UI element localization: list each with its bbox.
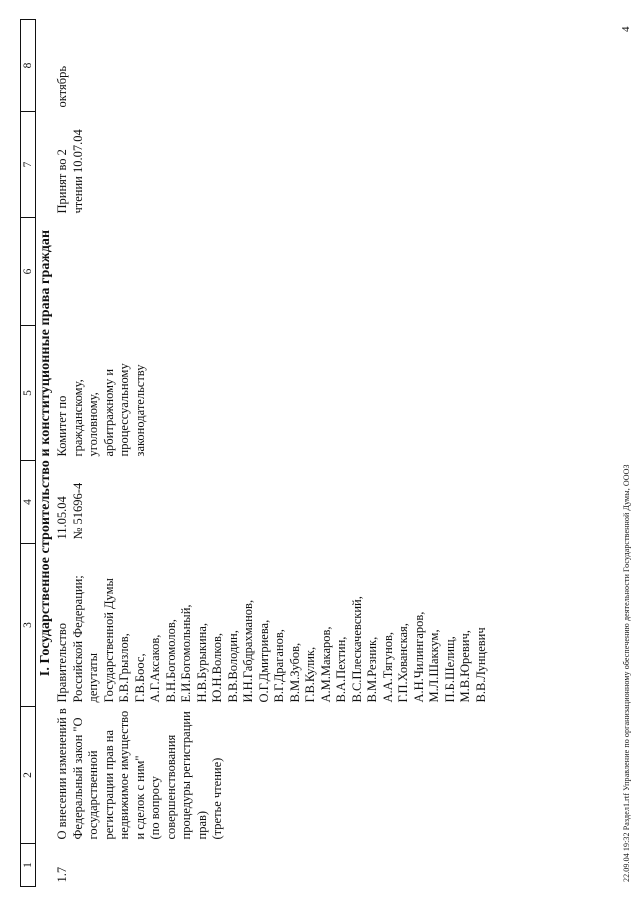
cell-line: В.М.Резник, (365, 636, 379, 703)
cell-line: Правительство (55, 623, 69, 703)
cell-line: (третье чтение) (210, 757, 224, 840)
cell-line: (по вопросу (148, 776, 162, 840)
bill-title (55, 707, 489, 844)
cell-line: Российской Федерации; (70, 575, 85, 703)
cell-line: Федеральный закон "О (70, 717, 85, 840)
column-number: 2 (21, 707, 36, 844)
column-6-cell (55, 218, 489, 326)
cell-line: № 51696-4 (70, 482, 85, 540)
cell-line: Комитет по (55, 395, 69, 457)
reading-status (55, 112, 489, 218)
cell-line: гражданскому, (70, 379, 85, 457)
cell-line: В.Г.Драганов, (272, 629, 286, 703)
cell-line: О внесении изменений в (55, 708, 69, 840)
cell-line: Н.В.Бурыкина, (194, 622, 209, 703)
cell-line: государственной (86, 750, 100, 840)
cell-line: Государственной Думы (101, 578, 116, 703)
section-title: I. Государственное строительство и конституционные права граждан (38, 229, 53, 677)
column-number: 1 (21, 844, 36, 887)
footer-text: 22.09.04 19:32 Раздел1.rtf Управление по организационному обеспечению деятельности Государственной Думы, ОООЗ (622, 464, 631, 882)
cell-line: В.В.Володин, (225, 630, 240, 703)
row-number: 1.7 (55, 866, 69, 883)
cell-line: процедуры регистрации (179, 711, 193, 840)
column-number: 7 (21, 112, 36, 218)
cell-line: регистрации прав на (101, 729, 116, 840)
cell-line: А.Н.Чилингаров, (411, 611, 426, 703)
cell-line: В.С.Плескачевский, (349, 596, 364, 703)
cell-line: А.А.Тягунов, (380, 631, 395, 703)
cell-line: Ю.Н.Волков, (210, 632, 224, 703)
cell-line: Г.В.Кулик, (303, 646, 317, 703)
cell-line: В.Н.Богомолов, (163, 619, 178, 703)
cell-line: прав) (194, 810, 209, 840)
cell-line: В.А.Пехтин, (334, 636, 348, 703)
section-row (36, 20, 56, 887)
column-number: 6 (21, 218, 36, 326)
planned-month: октябрь (55, 65, 69, 108)
submission-date (55, 461, 489, 544)
column-number-row (21, 20, 36, 887)
cell-line: Б.В.Грызлов, (117, 633, 131, 703)
cell-line: А.М.Макаров, (318, 626, 333, 703)
column-number: 4 (21, 461, 36, 544)
cell-line: и сделок с ним" (132, 755, 147, 840)
cell-line: А.Г.Аксаков, (148, 634, 162, 703)
cell-line: процессуальному (117, 363, 131, 457)
cell-line: уголовному, (86, 392, 100, 457)
column-number: 5 (21, 326, 36, 461)
cell-line: Г.П.Хованская, (396, 623, 410, 703)
cell-line: Принят во 2 (55, 149, 69, 214)
column-number: 3 (21, 544, 36, 707)
cell-line: Е.И.Богомольный, (179, 604, 193, 703)
page-number: 4 (620, 26, 632, 32)
column-number: 8 (21, 20, 36, 112)
cell-line: чтении 10.07.04 (70, 129, 85, 214)
responsible-committee (55, 326, 489, 461)
cell-line: М.Л.Шаккум, (427, 629, 441, 703)
cell-line: В.В.Лунцевич (473, 627, 488, 703)
cell-line: П.Б.Шелищ, (442, 636, 457, 703)
cell-line: Г.В.Боос, (132, 653, 147, 703)
cell-line: М.В.Юревич, (458, 630, 472, 703)
cell-line: 11.05.04 (55, 496, 69, 540)
cell-line: И.Н.Габдрахманов, (241, 599, 255, 703)
cell-line: В.М.Зубов, (287, 642, 302, 703)
cell-line: депутаты (86, 652, 100, 703)
cell-line: О.Г.Дмитриева, (256, 619, 271, 703)
legislation-table (20, 19, 489, 887)
initiators (55, 544, 489, 707)
cell-line: законодательству (132, 364, 147, 457)
table-row (55, 20, 489, 887)
cell-line: совершенствования (163, 734, 178, 840)
cell-line: недвижимое имущество (117, 710, 131, 840)
cell-line: арбитражному и (101, 368, 116, 457)
